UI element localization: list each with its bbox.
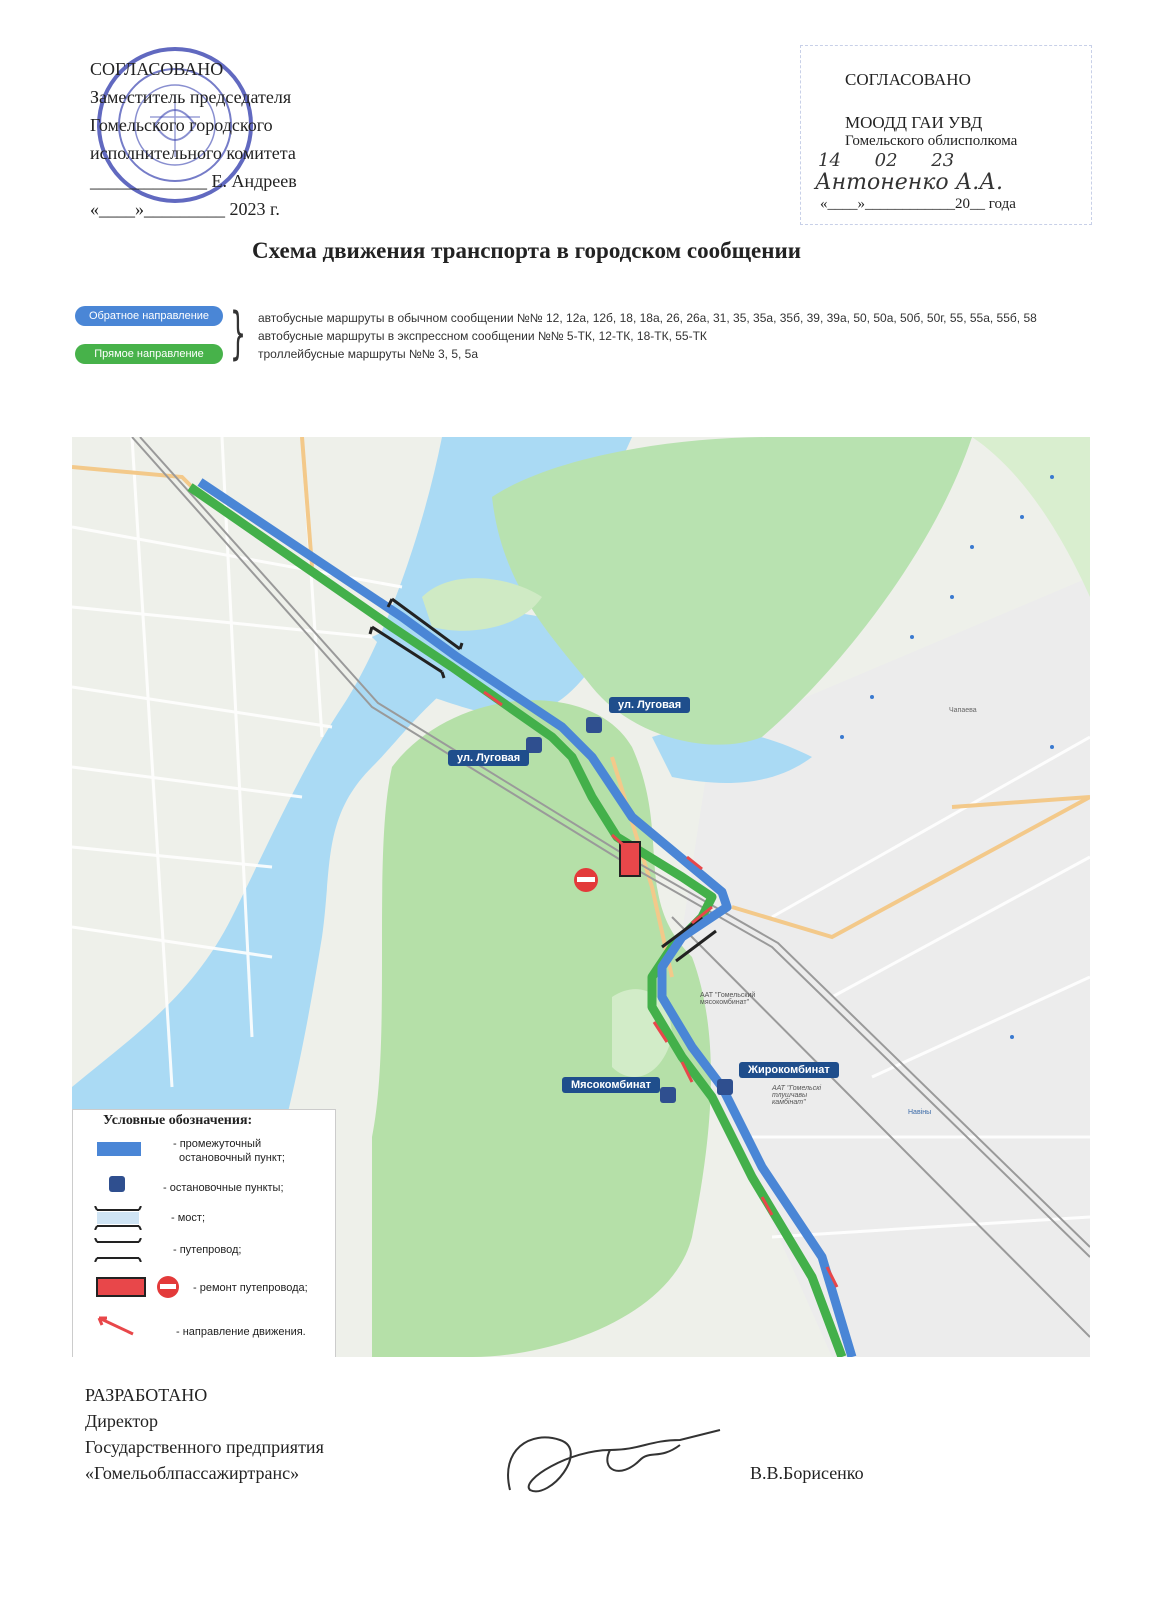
stop-label-lugovaya-2: ул. Луговая xyxy=(448,750,529,766)
repair-overpass-marker xyxy=(620,842,640,876)
stop-label-zhirokombinat: Жирокомбинат xyxy=(739,1062,839,1078)
developed-line2: Директор xyxy=(85,1411,159,1431)
approval-right-org: МООДД ГАИ УВД xyxy=(845,113,983,132)
map-label-naviny: Навіны xyxy=(908,1109,932,1116)
legend-bridge-icon xyxy=(93,1206,143,1230)
approval-right-org2: Гомельского облисполкома xyxy=(845,133,1018,149)
legend-stop-point-swatch xyxy=(97,1142,141,1156)
legend-overpass: - путепровод; xyxy=(173,1244,242,1256)
developed-line4: «Гомельоблпассажиртранс» xyxy=(85,1463,300,1483)
routes-bus-regular: автобусные маршруты в обычном сообщении №№ 12, 12а, 12б, 18, 18а, 26, 26а, 31, 35, 35а, 35б, 39, 39а, 50, 50а, 50б, 50г, 55, 55а, 55б, 58 xyxy=(258,311,1037,325)
legend-overpass-icon xyxy=(93,1238,143,1262)
handwritten-date: 14 02 23 xyxy=(818,150,955,171)
routes-trolleybus: троллейбусные маршруты №№ 3, 5, 5а xyxy=(258,347,479,361)
legend-repair-icon xyxy=(93,1272,183,1302)
approval-left-line5: _____________ Е. Андреев xyxy=(90,171,297,191)
forward-direction-badge: Прямое направление xyxy=(75,344,223,364)
approval-left xyxy=(90,55,297,223)
map-label-chapaev: Чапаева xyxy=(949,707,977,714)
routes-bus-express: автобусные маршруты в экспрессном сообщении №№ 5-ТК, 12-ТК, 18-ТК, 55-ТК xyxy=(258,329,707,343)
signer-name: В.В.Борисенко xyxy=(750,1463,864,1483)
route-map xyxy=(72,437,1090,1357)
handwritten-signature: Антоненко А.А. xyxy=(815,170,1003,195)
reverse-direction-badge: Обратное направление xyxy=(75,306,223,326)
developed-line1: РАЗРАБОТАНО xyxy=(85,1385,208,1405)
legend-stop-point: - промежуточный xyxy=(173,1138,262,1150)
brace-glyph: } xyxy=(230,301,247,366)
approval-left-line3: Гомельского городского xyxy=(90,115,273,135)
map-legend xyxy=(72,1109,336,1357)
legend-title: Условные обозначения: xyxy=(103,1113,253,1128)
map-label-zhiro: ААТ "Гомельскі тлушчавы камбінат" xyxy=(772,1085,822,1106)
legend-bridge: - мост; xyxy=(171,1212,205,1224)
director-signature xyxy=(490,1410,730,1510)
legend-direction: - направление движения. xyxy=(176,1326,306,1338)
developed-line3: Государственного предприятия xyxy=(85,1437,324,1457)
approval-right-date: «____»____________20__ года xyxy=(820,196,1016,212)
page-title: Схема движения транспорта в городском сообщении xyxy=(252,238,802,263)
developed-block xyxy=(85,1382,324,1486)
stop-label-myasokombinat: Мясокомбинат xyxy=(562,1077,660,1093)
approval-left-line4: исполнительного комитета xyxy=(90,143,296,163)
legend-stops: - остановочные пункты; xyxy=(163,1182,284,1194)
legend-direction-arrow-icon xyxy=(93,1314,143,1338)
approval-left-line6: «____»_________ 2023 г. xyxy=(90,199,280,219)
legend-stop-point-2: остановочный пункт; xyxy=(179,1152,285,1164)
approval-left-line1: СОГЛАСОВАНО xyxy=(90,59,224,79)
legend-bus-icon xyxy=(109,1176,125,1192)
approval-right-title: СОГЛАСОВАНО xyxy=(845,70,971,89)
map-label-myaso: ААТ "Гомельский мясокомбинат" xyxy=(700,992,756,1006)
stop-label-lugovaya-1: ул. Луговая xyxy=(609,697,690,713)
legend-repair: - ремонт путепровода; xyxy=(193,1282,308,1294)
approval-left-line2: Заместитель председателя xyxy=(90,87,292,107)
